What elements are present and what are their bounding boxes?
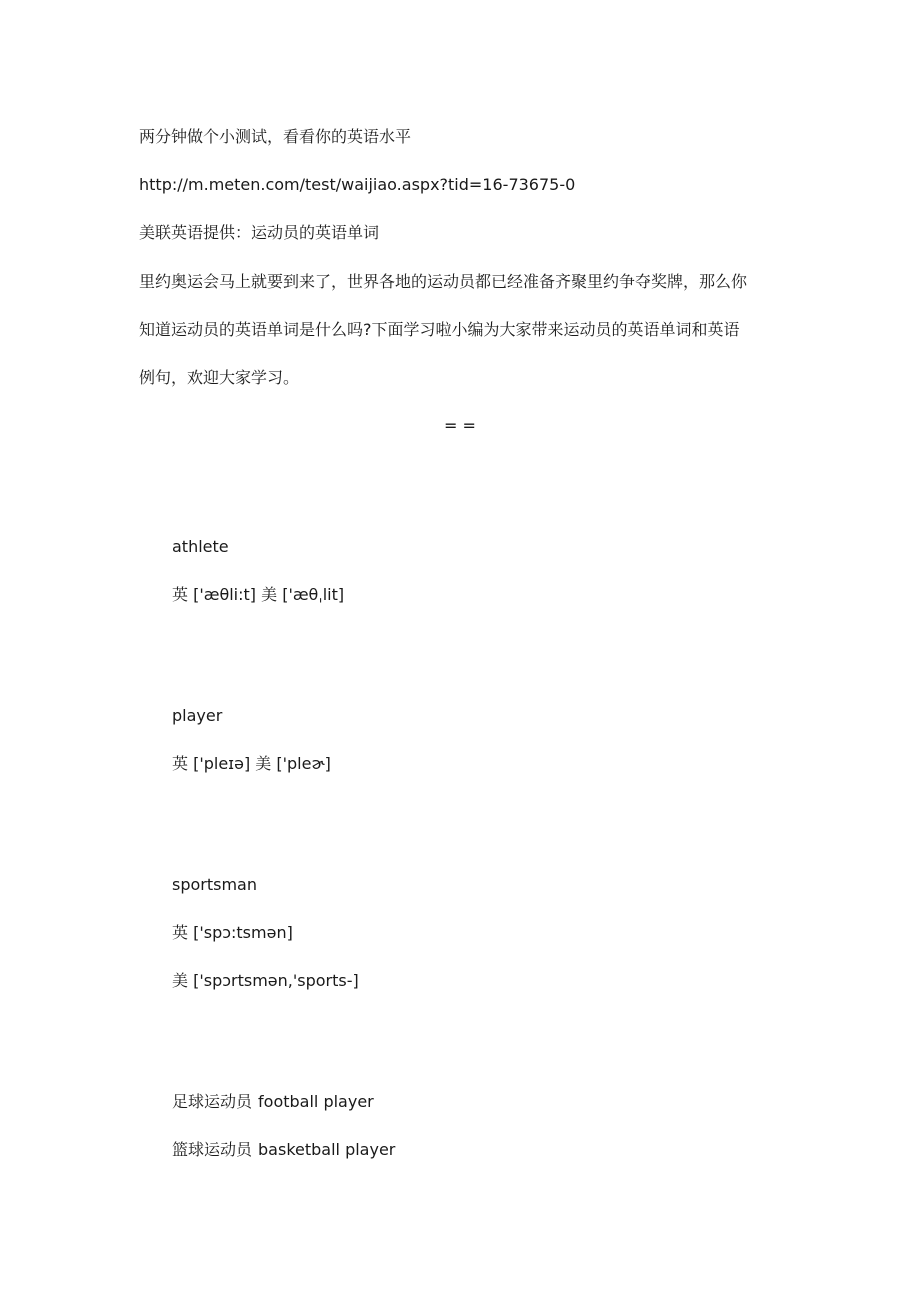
provider-line: 美联英语提供：运动员的英语单词 — [139, 223, 380, 242]
word-sportsman: sportsman — [172, 875, 257, 894]
phrase-en: basketball player — [258, 1140, 396, 1159]
section-divider: = = — [444, 416, 476, 435]
test-url-link[interactable]: http://m.meten.com/test/waijiao.aspx?tid=16-73675-0 — [139, 175, 576, 194]
word-player: player — [172, 706, 223, 725]
pronunciation-sportsman-us: 美 ['spɔrtsmən,'sports-] — [172, 971, 359, 990]
pronunciation-sportsman-uk: 英 ['spɔ:tsmən] — [172, 923, 293, 942]
pronunciation-athlete: 英 ['æθli:t] 美 ['æθˌlit] — [172, 585, 345, 604]
intro-paragraph-line-2: 知道运动员的英语单词是什么吗?下面学习啦小编为大家带来运动员的英语单词和英语 — [139, 320, 740, 339]
intro-paragraph-line-1: 里约奥运会马上就要到来了，世界各地的运动员都已经准备齐聚里约争夺奖牌，那么你 — [139, 272, 748, 291]
intro-paragraph-line-3: 例句，欢迎大家学习。 — [139, 368, 300, 387]
phrase-football-player — [172, 1092, 374, 1112]
phrase-en: football player — [258, 1092, 374, 1111]
phrase-zh: 足球运动员 — [172, 1092, 253, 1111]
pronunciation-player: 英 ['pleɪə] 美 ['pleɚ] — [172, 754, 331, 773]
word-athlete: athlete — [172, 537, 229, 556]
phrase-basketball-player — [172, 1140, 395, 1160]
phrase-zh: 篮球运动员 — [172, 1140, 253, 1159]
test-prompt: 两分钟做个小测试，看看你的英语水平 — [139, 127, 412, 146]
